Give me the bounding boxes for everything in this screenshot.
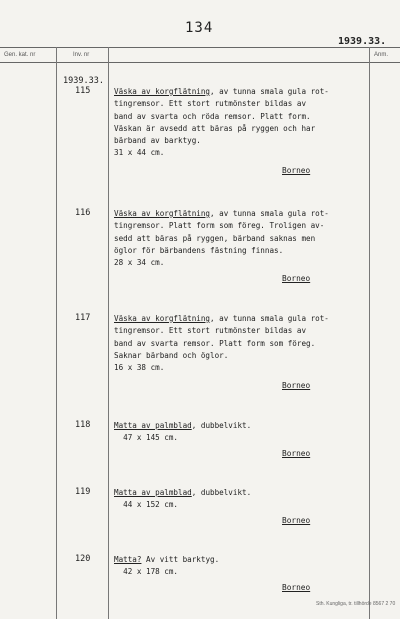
entry-location: Borneo [282, 166, 311, 175]
entry-lead: Matta av palmblad [114, 421, 192, 430]
entry-line: Väskan är avsedd att bäras på ryggen och har [114, 123, 316, 133]
entry-number: 115 [75, 86, 91, 96]
entry-line: Saknar bärband och öglor. [114, 350, 229, 360]
entry-line-1-rest: , av tunna smala gula rot- [210, 209, 329, 218]
entry-text [114, 313, 364, 374]
entry-line-1-rest: , dubbelvikt. [191, 488, 252, 497]
entry-lead: Väska av korgflätning [114, 209, 211, 218]
entry-location: Borneo [282, 449, 311, 458]
entry-text [114, 86, 364, 160]
entry-line: 28 x 34 cm. [114, 258, 165, 268]
catalog-tag: 1939.33. [338, 36, 387, 47]
header-anm: Anm. [374, 52, 389, 58]
entry-number: 118 [75, 420, 91, 430]
page-number: 134 [185, 20, 214, 36]
header-inv-nr: Inv. nr [73, 52, 90, 58]
entry-location: Borneo [282, 583, 311, 592]
entry-number: 120 [75, 554, 91, 564]
entry-line: tingremsor. Platt form som föreg. Troligen av- [114, 221, 325, 231]
entry-line: tingremsor. Ett stort rutmönster bildas av [114, 99, 307, 109]
entry-number: 119 [75, 487, 91, 497]
header-rule-top [0, 47, 400, 48]
header-gen-kat-nr: Gen. kat. nr [4, 52, 36, 58]
entry-line: 31 x 44 cm. [114, 148, 165, 158]
entry-line: 47 x 145 cm. [114, 433, 179, 443]
entry-location: Borneo [282, 274, 311, 283]
entry-number: 116 [75, 208, 91, 218]
print-footer: Sth. Kungliga, tr. tillhörde 8567 2 70 [316, 601, 396, 607]
entry-lead: Väska av korgflätning [114, 87, 211, 96]
entry-line: band av svarta remsor. Platt form som föreg. [114, 338, 316, 348]
column-divider-3 [369, 47, 370, 619]
entry-line: sedd att bäras på ryggen, bärband saknas men [114, 233, 316, 243]
entry-lead: Väska av korgflätning [114, 314, 211, 323]
entry-text [114, 420, 364, 445]
entry-line: 16 x 38 cm. [114, 363, 165, 373]
entry-line-1-rest: , av tunna smala gula rot- [210, 87, 329, 96]
entry-line-1-rest: Av vitt barktyg. [141, 555, 220, 564]
entry-lead: Matta? [114, 555, 142, 564]
entry-line-1-rest: , av tunna smala gula rot- [210, 314, 329, 323]
entry-text [114, 554, 364, 579]
entry-line: band av svarta och röda remsor. Platt form. [114, 111, 311, 121]
entry-number: 117 [75, 313, 91, 323]
entry-text [114, 487, 364, 512]
entry-line: öglor för bärbandens fästning finnas. [114, 245, 284, 255]
entry-line: tingremsor. Ett stort rutmönster bildas av [114, 326, 307, 336]
entry-line: bärband av barktyg. [114, 136, 201, 146]
entry-location: Borneo [282, 516, 311, 525]
header-rule-bottom [0, 62, 400, 63]
entry-line: 42 x 178 cm. [114, 567, 179, 577]
entry-line: 44 x 152 cm. [114, 500, 179, 510]
entry-location: Borneo [282, 381, 311, 390]
column-divider-2 [108, 47, 109, 619]
entry-line-1-rest: , dubbelvikt. [191, 421, 252, 430]
entry-year: 1939.33. [63, 76, 104, 86]
column-divider-1 [56, 47, 57, 619]
entry-text [114, 208, 364, 269]
entry-lead: Matta av palmblad [114, 488, 192, 497]
